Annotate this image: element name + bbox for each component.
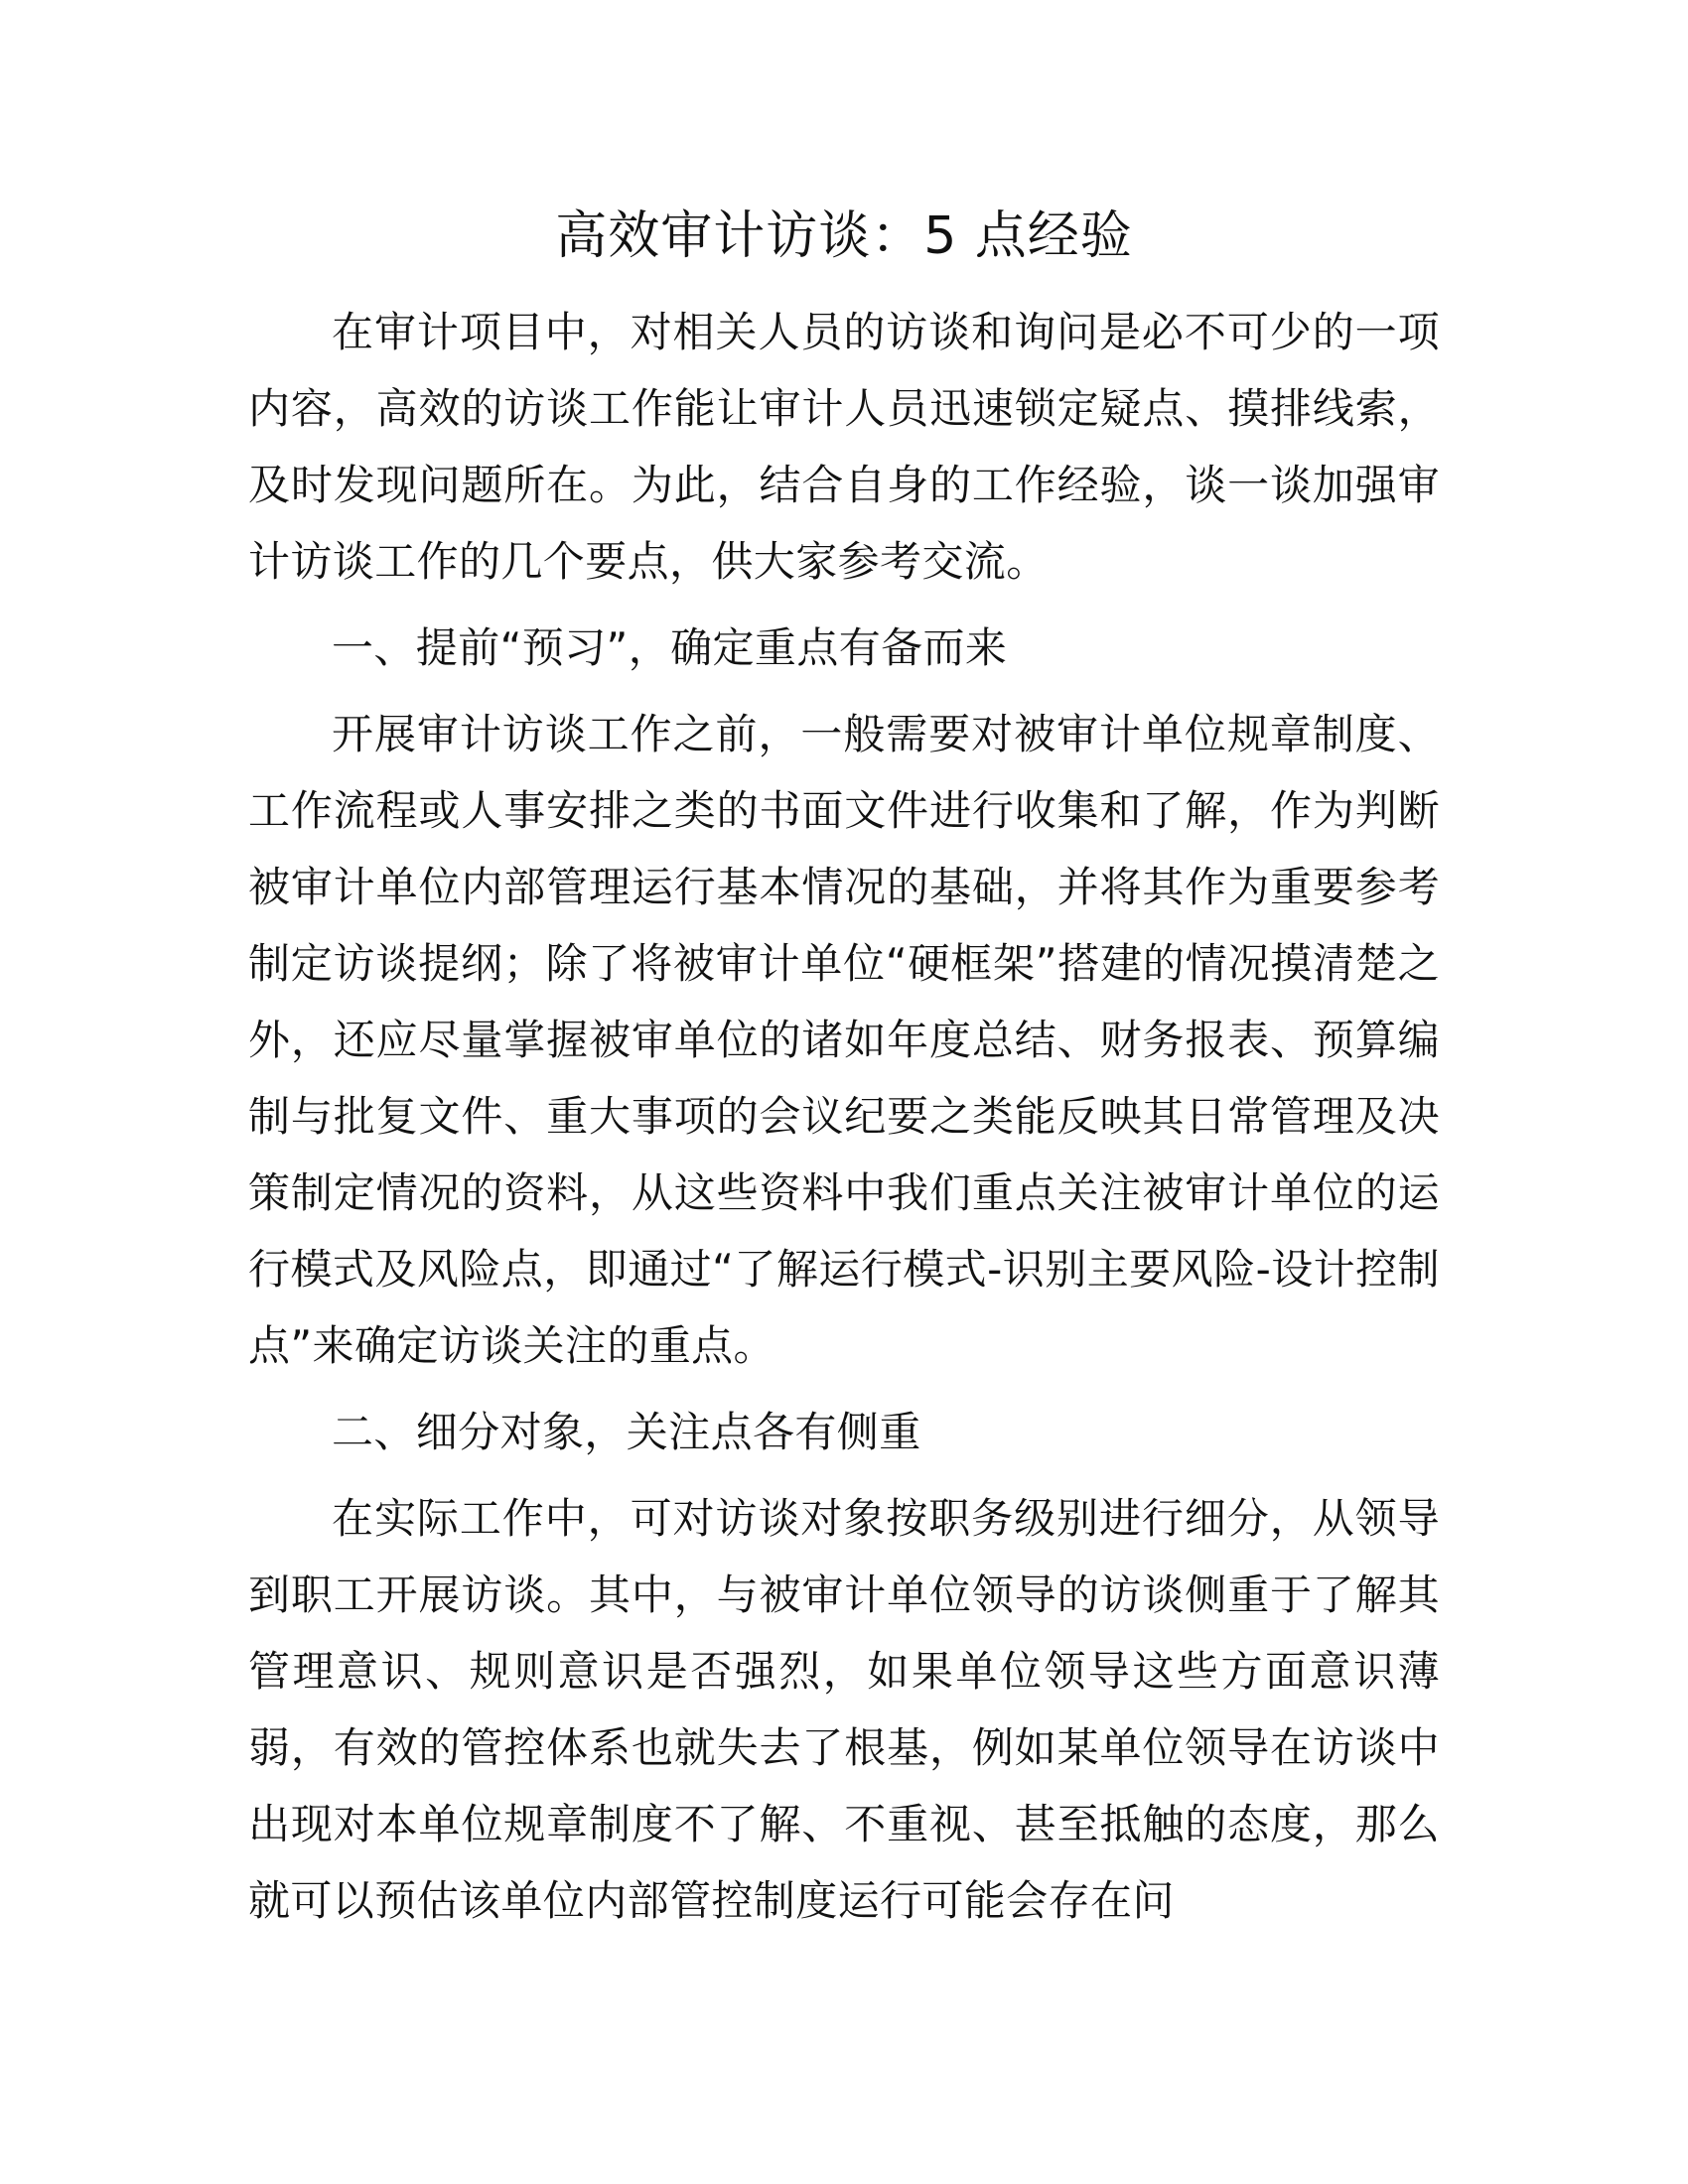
section-heading-2: 二、细分对象，关注点各有侧重 <box>332 1408 921 1456</box>
section-1-paragraph: 开展审计访谈工作之前，一般需要对被审计单位规章制度、工作流程或人事安排之类的书面文件进行收集和了解，作为判断被审计单位内部管理运行基本情况的基础，并将其作为重要参考制定访谈提纲；除了将被审计单位“硬框架”搭建的情况摸清楚之外，还应尽量掌握被审单位的诸如年度总结、财务报表、预算编制与批复文件、重大事项的会议纪要之类能反映其日常管理及决策制定情况的资料，从这些资料中我们重点关注被审计单位的运行模式及风险点，即通过“了解运行模式-识别主要风险-设计控制点”来确定访谈关注的重点。 <box>248 710 1440 1370</box>
intro-paragraph: 在审计项目中，对相关人员的访谈和询问是必不可少的一项内容，高效的访谈工作能让审计人员迅速锁定疑点、摸排线索，及时发现问题所在。为此，结合自身的工作经验，谈一谈加强审计访谈工作的几个要点，供大家参考交流。 <box>248 308 1440 586</box>
document-body <box>248 294 1440 1939</box>
section-heading-1: 一、提前“预习”，确定重点有备而来 <box>332 623 1008 672</box>
document-title: 高效审计访谈：5 点经验 <box>555 206 1133 266</box>
section-2-paragraph: 在实际工作中，可对访谈对象按职务级别进行细分，从领导到职工开展访谈。其中，与被审计单位领导的访谈侧重于了解其管理意识、规则意识是否强烈，如果单位领导这些方面意识薄弱，有效的管控体系也就失去了根基，例如某单位领导在访谈中出现对本单位规章制度不了解、不重视、甚至抵触的态度，那么就可以预估该单位内部管控制度运行可能会存在问 <box>248 1494 1440 1925</box>
